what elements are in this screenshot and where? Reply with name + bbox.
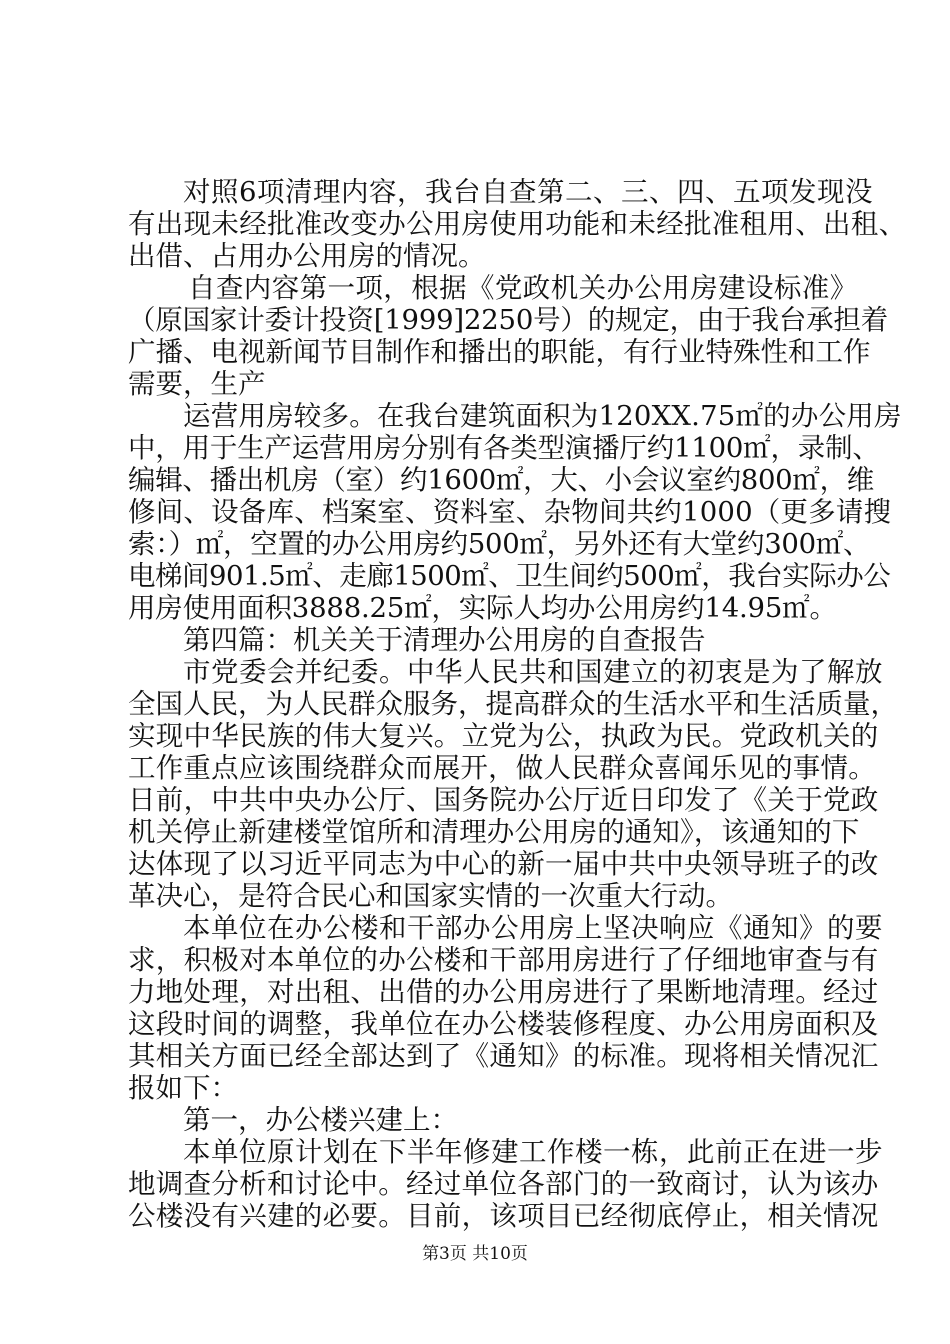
text-line: 中，用于生产运营用房分别有各类型演播厅约1100㎡，录制、	[128, 432, 880, 464]
text-line: 本单位原计划在下半年修建工作楼一栋，此前正在进一步	[183, 1136, 883, 1168]
text-line: 本单位在办公楼和干部办公用房上坚决响应《通知》的要	[183, 912, 883, 944]
text-line: 报如下：	[128, 1072, 238, 1104]
text-line: 公楼没有兴建的必要。目前，该项目已经彻底停止，相关情况	[128, 1200, 879, 1232]
page-number-footer: 第3页 共10页	[422, 1244, 528, 1264]
text-line: 修间、设备库、档案室、资料室、杂物间共约1000（更多请搜	[128, 496, 892, 528]
text-line: 全国人民，为人民群众服务，提高群众的生活水平和生活质量，	[128, 688, 898, 720]
section-heading: 第四篇：机关关于清理办公用房的自查报告	[183, 624, 706, 656]
text-line: 需要，生产	[128, 368, 266, 400]
text-line: 电梯间901.5㎡、走廊1500㎡、卫生间约500㎡，我台实际办公	[128, 560, 891, 592]
text-line: 达体现了以习近平同志为中心的新一届中共中央领导班子的改	[128, 848, 879, 880]
text-line: 机关停止新建楼堂馆所和清理办公用房的通知》，该通知的下	[128, 816, 860, 848]
text-line: 力地处理，对出租、出借的办公用房进行了果断地清理。经过	[128, 976, 879, 1008]
section-heading: 第一，办公楼兴建上：	[183, 1104, 458, 1136]
text-line: 对照6项清理内容，我台自查第二、三、四、五项发现没	[183, 176, 873, 208]
text-line: 编辑、播出机房（室）约1600㎡，大、小会议室约800㎡，维	[128, 464, 874, 496]
text-line: 索：）㎡，空置的办公用房约500㎡，另外还有大堂约300㎡、	[128, 528, 871, 560]
text-line: 革决心，是符合民心和国家实情的一次重大行动。	[128, 880, 733, 912]
text-line: 地调查分析和讨论中。经过单位各部门的一致商讨，认为该办	[128, 1168, 879, 1200]
text-line: 用房使用面积3888.25㎡，实际人均办公用房约14.95㎡。	[128, 592, 837, 624]
text-line: 实现中华民族的伟大复兴。立党为公，执政为民。党政机关的	[128, 720, 879, 752]
text-line: 广播、电视新闻节目制作和播出的职能，有行业特殊性和工作	[128, 336, 871, 368]
text-line: 工作重点应该围绕群众而展开，做人民群众喜闻乐见的事情。	[128, 752, 876, 784]
text-line: （原国家计委计投资[1999]2250号）的规定，由于我台承担着	[128, 304, 889, 336]
text-line: 市党委会并纪委。中华人民共和国建立的初衷是为了解放	[183, 656, 883, 688]
text-line: 日前，中共中央办公厅、国务院办公厅近日印发了《关于党政	[128, 784, 879, 816]
text-line: 出借、占用办公用房的情况。	[128, 240, 486, 272]
text-line: 这段时间的调整，我单位在办公楼装修程度、办公用房面积及	[128, 1008, 879, 1040]
text-line: 求，积极对本单位的办公楼和干部用房进行了仔细地审查与有	[128, 944, 879, 976]
text-line: 有出现未经批准改变办公用房使用功能和未经批准租用、出租、	[128, 208, 907, 240]
text-line: 运营用房较多。在我台建筑面积为120XX.75㎡的办公用房	[183, 400, 902, 432]
text-line: 自查内容第一项，根据《党政机关办公用房建设标准》	[188, 272, 858, 304]
text-line: 其相关方面已经全部达到了《通知》的标准。现将相关情况汇	[128, 1040, 879, 1072]
